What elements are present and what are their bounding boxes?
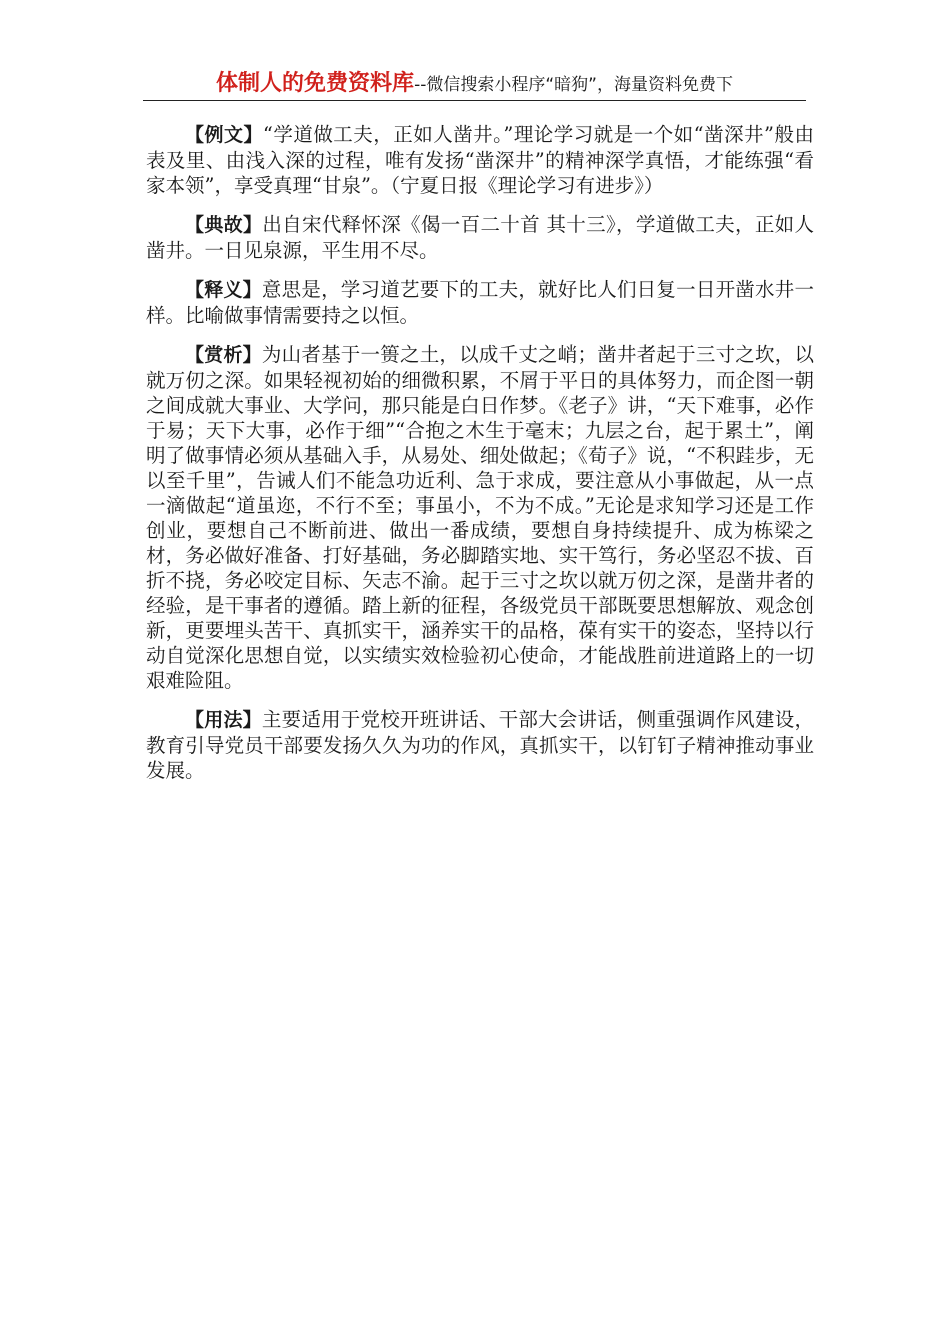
header-brand: 体制人的免费资料库 — [216, 71, 415, 96]
section-meaning — [146, 277, 814, 328]
section-tag-analysis: 【赏析】 — [185, 344, 262, 366]
section-text-usage: 主要适用于党校开班讲话、干部大会讲话，侧重强调作风建设，教育引导党员干部要发扬久久为功的作风，真抓实干，以钉钉子精神推动事业发展。 — [146, 708, 814, 782]
section-text-meaning: 意思是，学习道艺要下的工夫，就好比人们日复一日开凿水井一样。比喻做事情需要持之以恒。 — [146, 278, 814, 327]
document-body — [146, 122, 814, 797]
page-header — [143, 66, 806, 101]
section-text-analysis: 为山者基于一篑之土，以成千丈之峭；凿井者起于三寸之坎，以就万仞之深。如果轻视初始的细微积累，不屑于平日的具体努力，而企图一朝之间成就大事业、大学问，那只能是白日作梦。《老子》讲，“天下难事，必作于易；天下大事，必作于细”“合抱之木生于毫末；九层之台，起于累土”，阐明了做事情必须从基础入手，从易处、细处做起；《荀子》说，“不积跬步，无以至千里”，告诫人们不能急功近利、急于求成，要注意从小事做起，从一点一滴做起“道虽迩，不行不至；事虽小，不为不成。”无论是求知学习还是工作创业，要想自己不断前进、做出一番成绩，要想自身持续提升、成为栋梁之材，务必做好准备、打好基础，务必脚踏实地、实干笃行，务必坚忍不拔、百折不挠，务必咬定目标、矢志不渝。起于三寸之坎以就万仞之深，是凿井者的经验，是干事者的遵循。踏上新的征程，各级党员干部既要思想解放、观念创新，更要埋头苦干、真抓实干，涵养实干的品格，葆有实干的姿态，坚持以行动自觉深化思想自觉，以实绩实效检验初心使命，才能战胜前进道路上的一切艰难险阻。 — [146, 343, 814, 692]
section-tag-allusion: 【典故】 — [185, 214, 263, 236]
section-tag-meaning: 【释义】 — [185, 279, 262, 301]
section-usage — [146, 707, 814, 783]
section-text-example: “学道做工夫，正如人凿井。”理论学习就是一个如“凿深井”般由表及里、由浅入深的过程，唯有发扬“凿深井”的精神深学真悟，才能练强“看家本领”，享受真理“甘泉”。（宁夏日报《理论学习有进步》） — [146, 123, 814, 197]
section-analysis — [146, 342, 814, 693]
section-tag-usage: 【用法】 — [185, 709, 262, 731]
section-allusion — [146, 212, 814, 263]
header-tagline: --微信搜索小程序“暗狗”，海量资料免费下 — [414, 75, 733, 95]
section-text-allusion: 出自宋代释怀深《偈一百二十首 其十三》，学道做工夫，正如人凿井。一日见泉源，平生用不尽。 — [146, 213, 814, 262]
section-example — [146, 122, 814, 198]
section-tag-example: 【例文】 — [185, 124, 263, 146]
